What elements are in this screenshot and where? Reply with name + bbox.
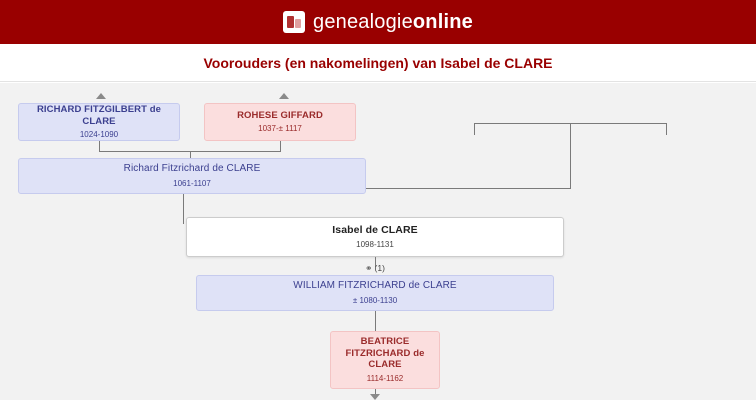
expand-down-arrow-icon[interactable]: [370, 394, 380, 400]
brand-text-bold: online: [412, 10, 473, 33]
person-card-isabel-de-clare[interactable]: [186, 217, 564, 257]
person-dates: 1098-1131: [356, 240, 394, 250]
person-name: Richard Fitzrichard de CLARE: [123, 163, 261, 175]
brand-text: [313, 11, 473, 34]
person-card-richard-fitzgilbert-de-clare[interactable]: [18, 103, 180, 141]
person-card-beatrice-fitzrichard-de-clare[interactable]: [330, 331, 440, 389]
person-card-william-fitzrichard-de-clare[interactable]: [196, 275, 554, 311]
connector-line: [280, 141, 281, 151]
page-title: Voorouders (en nakomelingen) van Isabel de CLARE: [203, 54, 553, 71]
person-card-richard-fitzrichard-de-clare[interactable]: [18, 158, 366, 194]
page-title-bar: [0, 44, 756, 82]
person-dates: 1024-1090: [79, 130, 119, 140]
brand-text-light: genealogie: [313, 10, 413, 33]
expand-up-arrow-icon[interactable]: [279, 93, 289, 99]
connector-line: [570, 141, 571, 188]
person-name: BEATRICE FITZRICHARD de CLARE: [345, 335, 425, 371]
connector-line: [666, 123, 667, 135]
marriage-label: ⚭ (1): [365, 263, 385, 273]
connector-line: [99, 141, 100, 151]
person-name: ROHESE GIFFARD: [237, 109, 323, 121]
brand[interactable]: [283, 11, 473, 34]
family-tree-canvas: [0, 83, 756, 400]
person-dates: 1061-1107: [173, 178, 211, 188]
person-name: Isabel de CLARE: [332, 223, 418, 236]
person-card-rohese-giffard[interactable]: [204, 103, 356, 141]
expand-up-arrow-icon[interactable]: [96, 93, 106, 99]
person-dates: ± 1080-1130: [352, 295, 398, 305]
person-dates: 1037-± 1117: [258, 124, 302, 134]
person-dates: 1114-1162: [366, 374, 404, 384]
connector-line: [375, 311, 376, 331]
person-name: WILLIAM FITZRICHARD de CLARE: [293, 280, 457, 292]
site-header: [0, 0, 756, 44]
genealogieonline-logo-icon: [283, 11, 305, 33]
connector-line: [183, 194, 184, 224]
person-name: RICHARD FITZGILBERT de CLARE: [36, 103, 162, 127]
connector-line: [570, 123, 571, 141]
connector-line: [474, 123, 475, 135]
